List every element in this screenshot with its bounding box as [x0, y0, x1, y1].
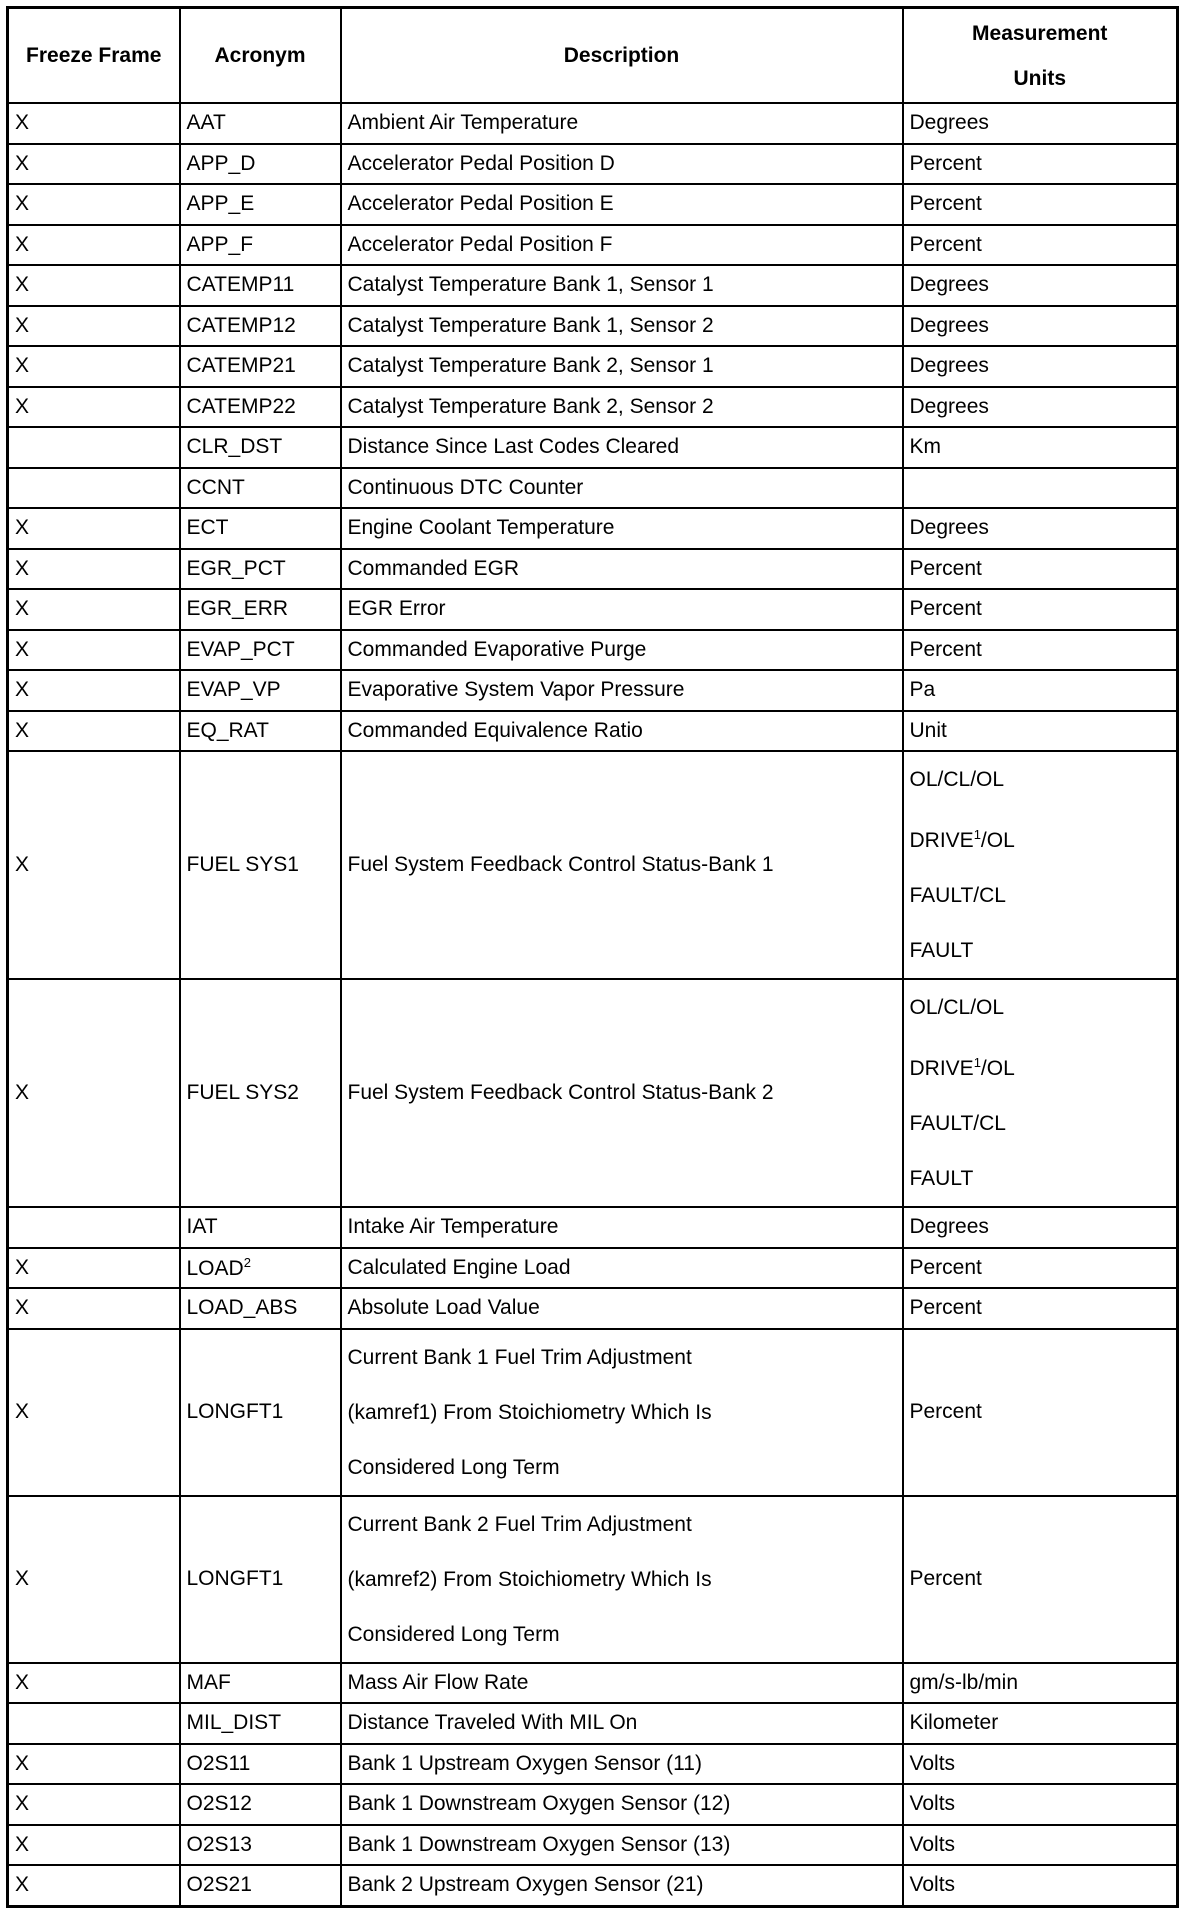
freeze-frame-cell: X — [8, 1865, 180, 1906]
acronym-cell: EVAP_VP — [180, 670, 341, 711]
table-row — [8, 589, 1178, 630]
acronym-cell: CCNT — [180, 468, 341, 509]
table-row — [8, 144, 1178, 185]
table-row — [8, 468, 1178, 509]
header-row — [8, 8, 1178, 104]
acronym-cell: CATEMP21 — [180, 346, 341, 387]
units-cell: Degrees — [903, 387, 1178, 428]
acronym-cell: ECT — [180, 508, 341, 549]
freeze-frame-cell: X — [8, 1496, 180, 1663]
units-cell: Degrees — [903, 103, 1178, 144]
acronym-cell: O2S13 — [180, 1825, 341, 1866]
table-row — [8, 225, 1178, 266]
table-row — [8, 630, 1178, 671]
freeze-frame-cell — [8, 427, 180, 468]
description-cell: Fuel System Feedback Control Status-Bank 1 — [341, 751, 903, 979]
description-cell: Mass Air Flow Rate — [341, 1663, 903, 1704]
freeze-frame-cell: X — [8, 387, 180, 428]
freeze-frame-cell: X — [8, 979, 180, 1207]
units-cell: Percent — [903, 184, 1178, 225]
table-row — [8, 306, 1178, 347]
units-cell: gm/s-lb/min — [903, 1663, 1178, 1704]
units-cell: Km — [903, 427, 1178, 468]
description-cell: Continuous DTC Counter — [341, 468, 903, 509]
acronym-cell: APP_F — [180, 225, 341, 266]
freeze-frame-cell — [8, 468, 180, 509]
description-cell: Catalyst Temperature Bank 1, Sensor 2 — [341, 306, 903, 347]
freeze-frame-cell: X — [8, 184, 180, 225]
units-cell: Unit — [903, 711, 1178, 752]
freeze-frame-cell: X — [8, 225, 180, 266]
description-cell: Evaporative System Vapor Pressure — [341, 670, 903, 711]
table-row — [8, 1784, 1178, 1825]
freeze-frame-cell: X — [8, 1663, 180, 1704]
freeze-frame-cell: X — [8, 711, 180, 752]
description-cell: Bank 1 Downstream Oxygen Sensor (13) — [341, 1825, 903, 1866]
table-row — [8, 1744, 1178, 1785]
description-cell: Accelerator Pedal Position E — [341, 184, 903, 225]
units-cell: OL/CL/OL DRIVE$^1$/OL FAULT/CL FAULT — [903, 751, 1178, 979]
description-cell: Current Bank 2 Fuel Trim Adjustment (kamref2) From Stoichiometry Which Is Considered Long Term — [341, 1496, 903, 1663]
acronym-cell: LONGFT1 — [180, 1496, 341, 1663]
table-row — [8, 1329, 1178, 1496]
table-row — [8, 1825, 1178, 1866]
acronym-cell: EGR_PCT — [180, 549, 341, 590]
description-cell: Catalyst Temperature Bank 1, Sensor 1 — [341, 265, 903, 306]
acronym-cell: LONGFT1 — [180, 1329, 341, 1496]
description-cell: Catalyst Temperature Bank 2, Sensor 2 — [341, 387, 903, 428]
header-acronym: Acronym — [180, 8, 341, 104]
acronym-cell: APP_D — [180, 144, 341, 185]
description-cell: Accelerator Pedal Position F — [341, 225, 903, 266]
acronym-cell: CATEMP22 — [180, 387, 341, 428]
table-row — [8, 549, 1178, 590]
acronym-cell: MIL_DIST — [180, 1703, 341, 1744]
units-cell: Volts — [903, 1865, 1178, 1906]
table-row — [8, 427, 1178, 468]
acronym-cell: FUEL SYS1 — [180, 751, 341, 979]
units-cell: Pa — [903, 670, 1178, 711]
description-cell: Accelerator Pedal Position D — [341, 144, 903, 185]
header-description: Description — [341, 8, 903, 104]
acronym-cell: EQ_RAT — [180, 711, 341, 752]
table-row — [8, 508, 1178, 549]
acronym-cell: CATEMP12 — [180, 306, 341, 347]
description-cell: Bank 2 Upstream Oxygen Sensor (21) — [341, 1865, 903, 1906]
table-row — [8, 184, 1178, 225]
freeze-frame-cell: X — [8, 1288, 180, 1329]
freeze-frame-cell — [8, 1703, 180, 1744]
acronym-cell: CATEMP11 — [180, 265, 341, 306]
freeze-frame-cell: X — [8, 346, 180, 387]
freeze-frame-cell: X — [8, 265, 180, 306]
header-units: Measurement Units — [903, 8, 1178, 104]
freeze-frame-cell: X — [8, 589, 180, 630]
table-row — [8, 387, 1178, 428]
table-row — [8, 1288, 1178, 1329]
units-cell: Degrees — [903, 508, 1178, 549]
freeze-frame-cell: X — [8, 630, 180, 671]
units-cell: OL/CL/OL DRIVE$^1$/OL FAULT/CL FAULT — [903, 979, 1178, 1207]
acronym-cell: FUEL SYS2 — [180, 979, 341, 1207]
freeze-frame-cell: X — [8, 306, 180, 347]
units-cell: Degrees — [903, 346, 1178, 387]
description-cell: Intake Air Temperature — [341, 1207, 903, 1248]
units-cell: Percent — [903, 225, 1178, 266]
units-cell: Percent — [903, 589, 1178, 630]
acronym-cell: APP_E — [180, 184, 341, 225]
description-cell: Bank 1 Downstream Oxygen Sensor (12) — [341, 1784, 903, 1825]
acronym-cell: LOAD$^2$ — [180, 1248, 341, 1289]
description-cell: Bank 1 Upstream Oxygen Sensor (11) — [341, 1744, 903, 1785]
table-row — [8, 670, 1178, 711]
freeze-frame-cell: X — [8, 103, 180, 144]
table-row — [8, 1248, 1178, 1289]
table-row — [8, 1663, 1178, 1704]
units-cell: Percent — [903, 630, 1178, 671]
description-cell: Calculated Engine Load — [341, 1248, 903, 1289]
units-cell: Percent — [903, 1329, 1178, 1496]
acronym-cell: O2S11 — [180, 1744, 341, 1785]
units-cell: Volts — [903, 1825, 1178, 1866]
description-cell: Commanded Equivalence Ratio — [341, 711, 903, 752]
description-cell: Distance Since Last Codes Cleared — [341, 427, 903, 468]
units-cell: Percent — [903, 549, 1178, 590]
units-cell: Percent — [903, 1248, 1178, 1289]
acronym-cell: IAT — [180, 1207, 341, 1248]
acronym-cell: MAF — [180, 1663, 341, 1704]
units-cell: Degrees — [903, 265, 1178, 306]
table-row — [8, 979, 1178, 1207]
description-cell: Commanded EGR — [341, 549, 903, 590]
table-row — [8, 751, 1178, 979]
acronym-cell: CLR_DST — [180, 427, 341, 468]
freeze-frame-cell: X — [8, 549, 180, 590]
units-cell: Volts — [903, 1744, 1178, 1785]
description-cell: Absolute Load Value — [341, 1288, 903, 1329]
description-cell: Commanded Evaporative Purge — [341, 630, 903, 671]
acronym-cell: O2S12 — [180, 1784, 341, 1825]
description-cell: Engine Coolant Temperature — [341, 508, 903, 549]
freeze-frame-cell: X — [8, 1248, 180, 1289]
units-cell: Percent — [903, 1496, 1178, 1663]
table-row — [8, 1496, 1178, 1663]
units-cell: Volts — [903, 1784, 1178, 1825]
freeze-frame-cell — [8, 1207, 180, 1248]
units-cell — [903, 468, 1178, 509]
table-row — [8, 1207, 1178, 1248]
units-cell: Degrees — [903, 1207, 1178, 1248]
freeze-frame-cell: X — [8, 1825, 180, 1866]
table-row — [8, 711, 1178, 752]
table-row — [8, 1703, 1178, 1744]
units-cell: Percent — [903, 144, 1178, 185]
freeze-frame-cell: X — [8, 1329, 180, 1496]
description-cell: EGR Error — [341, 589, 903, 630]
acronym-cell: O2S21 — [180, 1865, 341, 1906]
freeze-frame-cell: X — [8, 1744, 180, 1785]
header-freeze-frame: Freeze Frame — [8, 8, 180, 104]
acronym-cell: EGR_ERR — [180, 589, 341, 630]
description-cell: Catalyst Temperature Bank 2, Sensor 1 — [341, 346, 903, 387]
table-row — [8, 1865, 1178, 1906]
freeze-frame-cell: X — [8, 751, 180, 979]
description-cell: Current Bank 1 Fuel Trim Adjustment (kamref1) From Stoichiometry Which Is Considered Long Term — [341, 1329, 903, 1496]
units-cell: Percent — [903, 1288, 1178, 1329]
acronym-cell: LOAD_ABS — [180, 1288, 341, 1329]
acronym-cell: AAT — [180, 103, 341, 144]
freeze-frame-cell: X — [8, 1784, 180, 1825]
units-cell: Kilometer — [903, 1703, 1178, 1744]
description-cell: Distance Traveled With MIL On — [341, 1703, 903, 1744]
freeze-frame-cell: X — [8, 508, 180, 549]
freeze-frame-cell: X — [8, 144, 180, 185]
table-row — [8, 265, 1178, 306]
description-cell: Fuel System Feedback Control Status-Bank 2 — [341, 979, 903, 1207]
freeze-frame-cell: X — [8, 670, 180, 711]
pid-table — [6, 6, 1179, 1908]
table-row — [8, 346, 1178, 387]
units-cell: Degrees — [903, 306, 1178, 347]
description-cell: Ambient Air Temperature — [341, 103, 903, 144]
acronym-cell: EVAP_PCT — [180, 630, 341, 671]
table-row — [8, 103, 1178, 144]
